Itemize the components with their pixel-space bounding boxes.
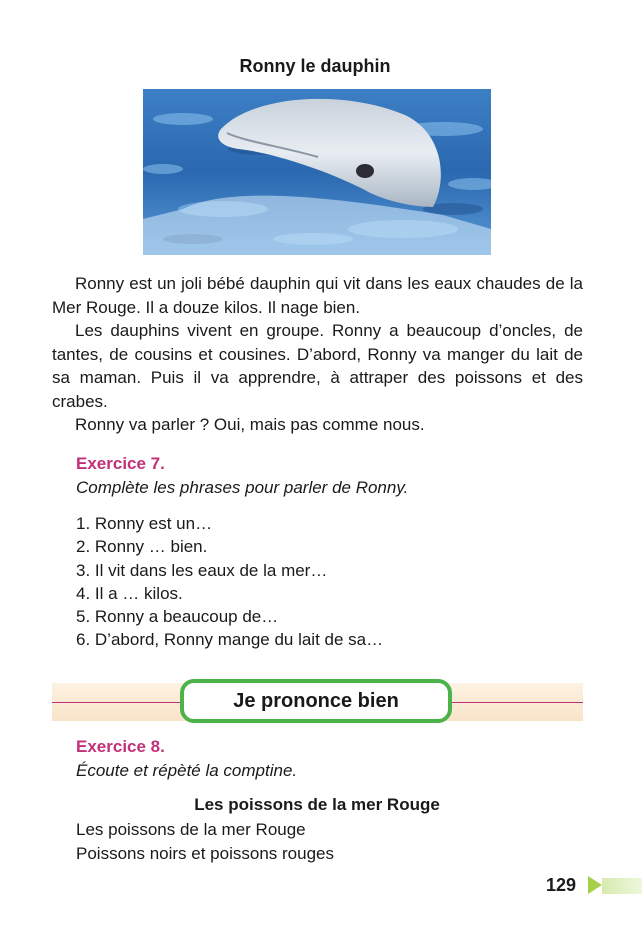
poem-line: Poissons noirs et poissons rouges (76, 843, 334, 863)
dolphin-photo (143, 89, 491, 255)
exercise-7-title: Exercice 7. (76, 454, 165, 473)
poem-title: Les poissons de la mer Rouge (194, 795, 440, 814)
list-item: 5. Ronny a beaucoup de… (76, 607, 279, 627)
list-item: 6. D’abord, Ronny mange du lait de sa… (76, 630, 384, 650)
section-heading: Je prononce bien (180, 679, 452, 723)
poem-text (76, 818, 334, 865)
story-paragraph: Ronny va parler ? Oui, mais pas comme nous. (75, 415, 425, 434)
list-item: 4. Il a … kilos. (76, 583, 183, 603)
page-tab (602, 878, 642, 894)
exercise-7-list (76, 512, 383, 652)
exercise-8-title: Exercice 8. (76, 737, 165, 756)
story-paragraph: Ronny est un joli bébé dauphin qui vit dans les eaux chaudes de la Mer Rouge. Il a douze kilos. Il nage bien. (52, 274, 583, 317)
dolphin-icon (143, 89, 491, 255)
list-item: 1. Ronny est un… (76, 514, 213, 533)
story-text (52, 272, 583, 437)
list-item: 2. Ronny … bien. (76, 537, 208, 557)
exercise-8-instruction: Écoute et répèté la comptine. (76, 761, 298, 780)
page-arrow-icon (588, 876, 602, 894)
story-paragraph: Les dauphins vivent en groupe. Ronny a beaucoup d’oncles, de tantes, de cousins et cousines. D’abord, Ronny va manger du lait de sa maman. Puis il va apprendre, à attraper des poissons et des crabes. (52, 321, 583, 411)
exercise-7-instruction: Complète les phrases pour parler de Ronny. (76, 478, 409, 497)
poem-line: Les poissons de la mer Rouge (76, 820, 306, 839)
list-item: 3. Il vit dans les eaux de la mer… (76, 560, 328, 580)
page-title: Ronny le dauphin (239, 56, 391, 76)
page-number: 129 (546, 875, 577, 895)
